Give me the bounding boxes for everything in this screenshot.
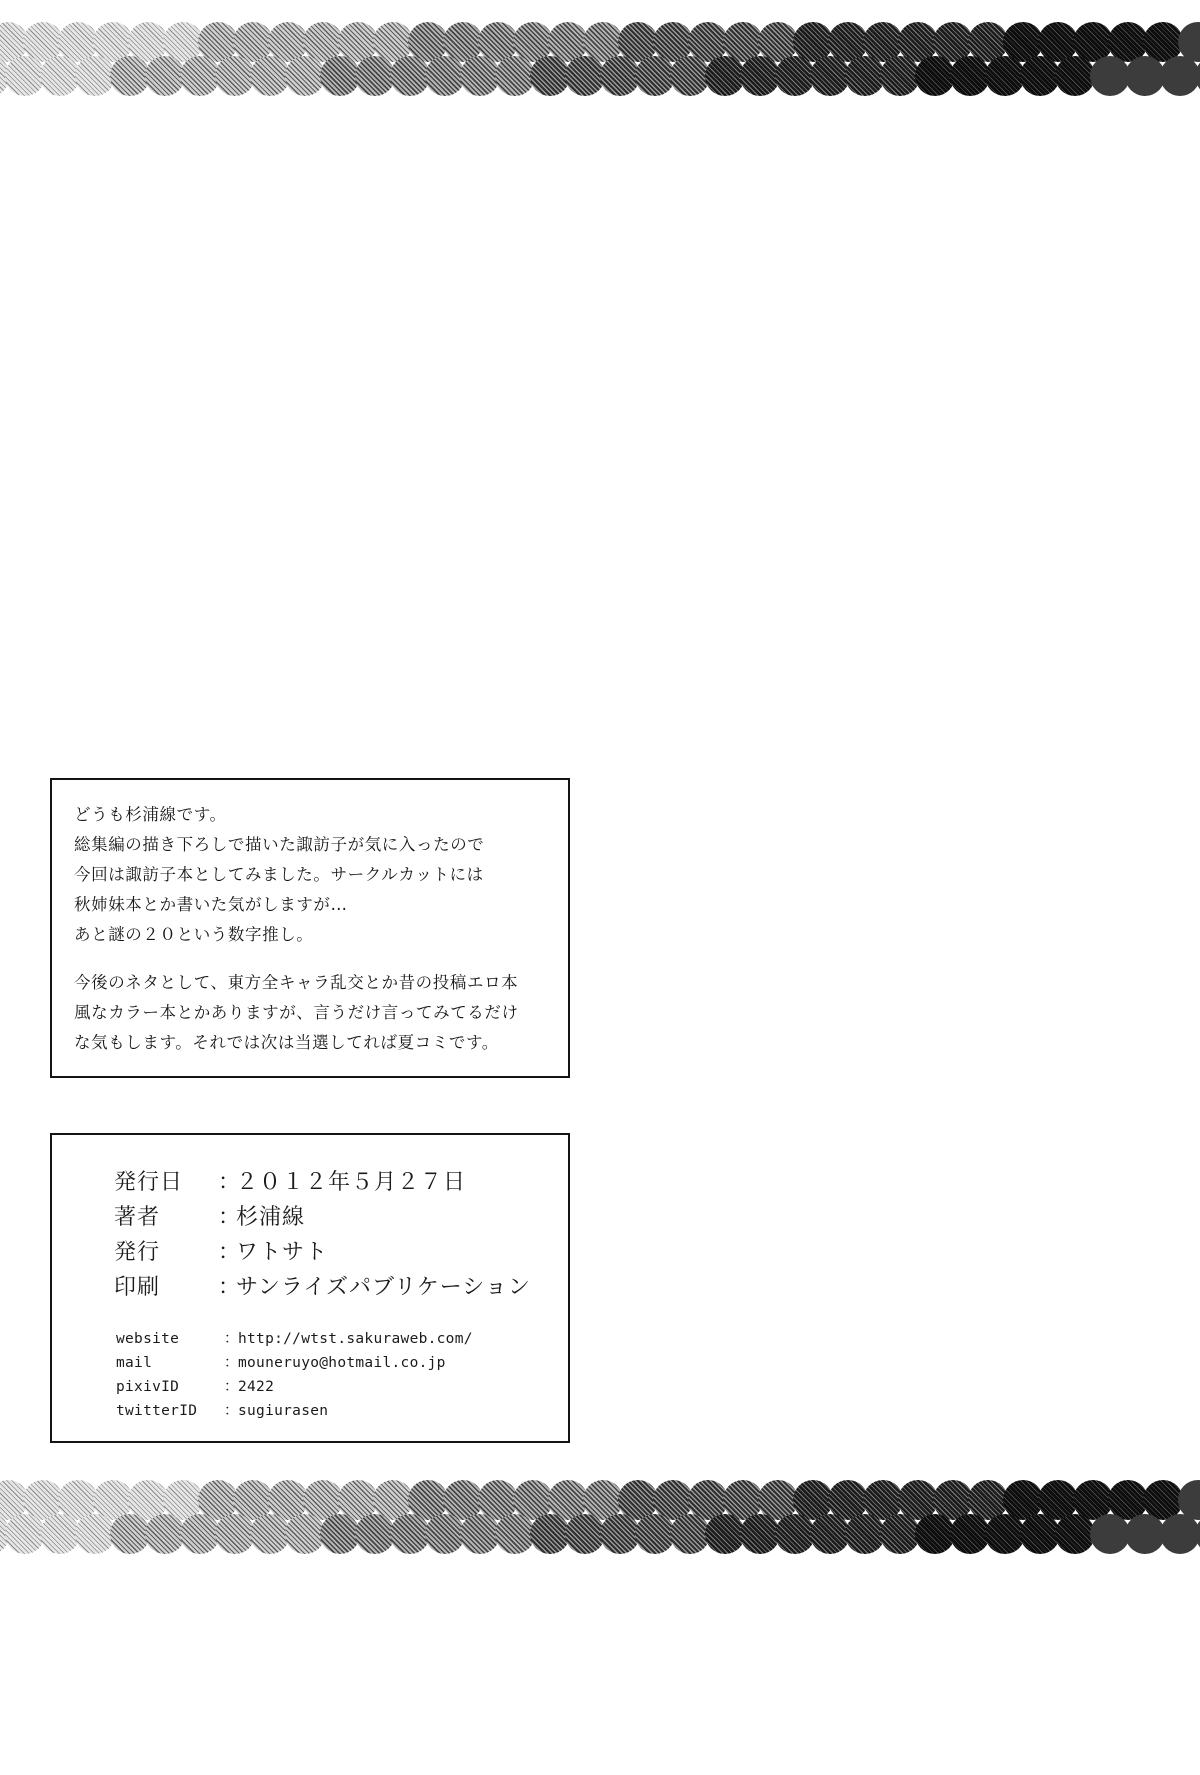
colophon-value: ２０１２年５月２７日 bbox=[236, 1170, 467, 1195]
halftone-dot bbox=[5, 1514, 45, 1554]
colophon-box bbox=[50, 1133, 570, 1443]
website-url[interactable]: http://wtst.sakuraweb.com/ bbox=[238, 1331, 473, 1347]
halftone-dot bbox=[110, 56, 150, 96]
halftone-dot bbox=[1090, 1514, 1130, 1554]
halftone-dot bbox=[180, 56, 220, 96]
halftone-dot bbox=[5, 56, 45, 96]
halftone-dot bbox=[1125, 1514, 1165, 1554]
contact-separator: ： bbox=[224, 1403, 239, 1419]
halftone-dot bbox=[1195, 1514, 1200, 1554]
contact-label: website bbox=[116, 1331, 180, 1347]
halftone-dot bbox=[495, 1514, 535, 1554]
halftone-dot bbox=[740, 1514, 780, 1554]
halftone-dot bbox=[320, 1514, 360, 1554]
contact-label: mail bbox=[116, 1355, 153, 1371]
halftone-dot bbox=[75, 1514, 115, 1554]
halftone-dot bbox=[985, 1514, 1025, 1554]
colophon-label: 印刷 bbox=[114, 1275, 161, 1300]
halftone-dot bbox=[1055, 56, 1095, 96]
bottom-dot-band bbox=[0, 1480, 1200, 1560]
halftone-dot bbox=[145, 1514, 185, 1554]
halftone-dot bbox=[705, 1514, 745, 1554]
halftone-dot bbox=[635, 1514, 675, 1554]
halftone-dot bbox=[425, 1514, 465, 1554]
email-address[interactable]: mouneruyo@hotmail.co.jp bbox=[238, 1355, 446, 1371]
contact-block bbox=[114, 1327, 538, 1423]
halftone-dot bbox=[950, 1514, 990, 1554]
halftone-dot bbox=[1090, 56, 1130, 96]
halftone-dot bbox=[950, 56, 990, 96]
contact-row-pixiv bbox=[116, 1375, 538, 1399]
contact-separator: ： bbox=[224, 1379, 239, 1395]
colophon-label: 発行日 bbox=[114, 1170, 184, 1195]
halftone-dot bbox=[355, 56, 395, 96]
twitter-id-value: sugiurasen bbox=[238, 1403, 329, 1419]
afterword-line: 総集編の描き下ろしで描いた諏訪子が気に入ったので bbox=[74, 835, 485, 854]
halftone-dot bbox=[705, 56, 745, 96]
colophon-separator: ： bbox=[218, 1205, 242, 1230]
halftone-dot bbox=[880, 56, 920, 96]
afterword-line: どうも杉浦線です。 bbox=[74, 805, 227, 824]
halftone-dot bbox=[1020, 1514, 1060, 1554]
halftone-dot bbox=[565, 56, 605, 96]
halftone-dot bbox=[1160, 1514, 1200, 1554]
halftone-dot bbox=[740, 56, 780, 96]
halftone-dot bbox=[390, 1514, 430, 1554]
contact-separator: ： bbox=[224, 1355, 239, 1371]
halftone-dot bbox=[1195, 56, 1200, 96]
halftone-dot bbox=[215, 1514, 255, 1554]
colophon-value: 杉浦線 bbox=[236, 1205, 306, 1230]
halftone-dot bbox=[1020, 56, 1060, 96]
halftone-dot bbox=[985, 56, 1025, 96]
halftone-dot bbox=[495, 56, 535, 96]
dot-row bbox=[0, 56, 1200, 98]
halftone-dot bbox=[775, 56, 815, 96]
colophon-row bbox=[114, 1165, 538, 1200]
halftone-dot bbox=[285, 1514, 325, 1554]
colophon-row bbox=[114, 1235, 538, 1270]
contact-label: pixivID bbox=[116, 1379, 180, 1395]
halftone-dot bbox=[75, 56, 115, 96]
colophon-value: サンライズパブリケーション bbox=[236, 1275, 531, 1300]
contact-label: twitterID bbox=[116, 1403, 198, 1419]
afterword-spacer bbox=[74, 950, 546, 968]
halftone-dot bbox=[600, 1514, 640, 1554]
halftone-dot bbox=[600, 56, 640, 96]
halftone-dot bbox=[40, 56, 80, 96]
halftone-dot bbox=[355, 1514, 395, 1554]
halftone-dot bbox=[425, 56, 465, 96]
halftone-dot bbox=[460, 56, 500, 96]
halftone-dot bbox=[530, 56, 570, 96]
halftone-dot bbox=[110, 1514, 150, 1554]
halftone-dot bbox=[215, 56, 255, 96]
afterword-line: 風なカラー本とかありますが、言うだけ言ってみてるだけ bbox=[74, 1003, 519, 1022]
halftone-dot bbox=[250, 56, 290, 96]
halftone-dot bbox=[915, 56, 955, 96]
halftone-dot bbox=[670, 1514, 710, 1554]
colophon-row bbox=[114, 1200, 538, 1235]
halftone-dot bbox=[285, 56, 325, 96]
halftone-dot bbox=[390, 56, 430, 96]
contact-row-twitter bbox=[116, 1399, 538, 1423]
pixiv-id-value: 2422 bbox=[238, 1379, 275, 1395]
halftone-dot bbox=[1125, 56, 1165, 96]
colophon-separator: ： bbox=[218, 1170, 242, 1195]
halftone-dot bbox=[775, 1514, 815, 1554]
colophon-row bbox=[114, 1270, 538, 1305]
afterword-box bbox=[50, 778, 570, 1078]
top-dot-band bbox=[0, 22, 1200, 102]
halftone-dot bbox=[670, 56, 710, 96]
contact-separator: ： bbox=[224, 1331, 239, 1347]
colophon-separator: ： bbox=[218, 1275, 242, 1300]
halftone-dot bbox=[845, 1514, 885, 1554]
colophon-value: ワトサト bbox=[236, 1240, 329, 1265]
afterword-line: 秋姉妹本とか書いた気がしますが… bbox=[74, 895, 348, 914]
halftone-dot bbox=[250, 1514, 290, 1554]
afterword-line: な気もします。それでは次は当選してれば夏コミです。 bbox=[74, 1033, 499, 1052]
halftone-dot bbox=[1160, 56, 1200, 96]
contact-row-mail bbox=[116, 1351, 538, 1375]
colophon-label: 発行 bbox=[114, 1240, 161, 1265]
halftone-dot bbox=[565, 1514, 605, 1554]
halftone-dot bbox=[145, 56, 185, 96]
halftone-dot bbox=[810, 1514, 850, 1554]
afterword-line: 今後のネタとして、東方全キャラ乱交とか昔の投稿エロ本 bbox=[74, 973, 519, 992]
halftone-dot bbox=[40, 1514, 80, 1554]
halftone-dot bbox=[845, 56, 885, 96]
colophon-separator: ： bbox=[218, 1240, 242, 1265]
halftone-dot bbox=[1055, 1514, 1095, 1554]
halftone-dot bbox=[460, 1514, 500, 1554]
contact-row-website bbox=[116, 1327, 538, 1351]
halftone-dot bbox=[320, 56, 360, 96]
colophon-label: 著者 bbox=[114, 1205, 161, 1230]
halftone-dot bbox=[180, 1514, 220, 1554]
halftone-dot bbox=[915, 1514, 955, 1554]
halftone-dot bbox=[635, 56, 675, 96]
afterword-line: 今回は諏訪子本としてみました。サークルカットには bbox=[74, 865, 484, 884]
halftone-dot bbox=[810, 56, 850, 96]
halftone-dot bbox=[530, 1514, 570, 1554]
afterword-line: あと謎の２０という数字推し。 bbox=[74, 925, 314, 944]
halftone-dot bbox=[880, 1514, 920, 1554]
dot-row bbox=[0, 1514, 1200, 1556]
